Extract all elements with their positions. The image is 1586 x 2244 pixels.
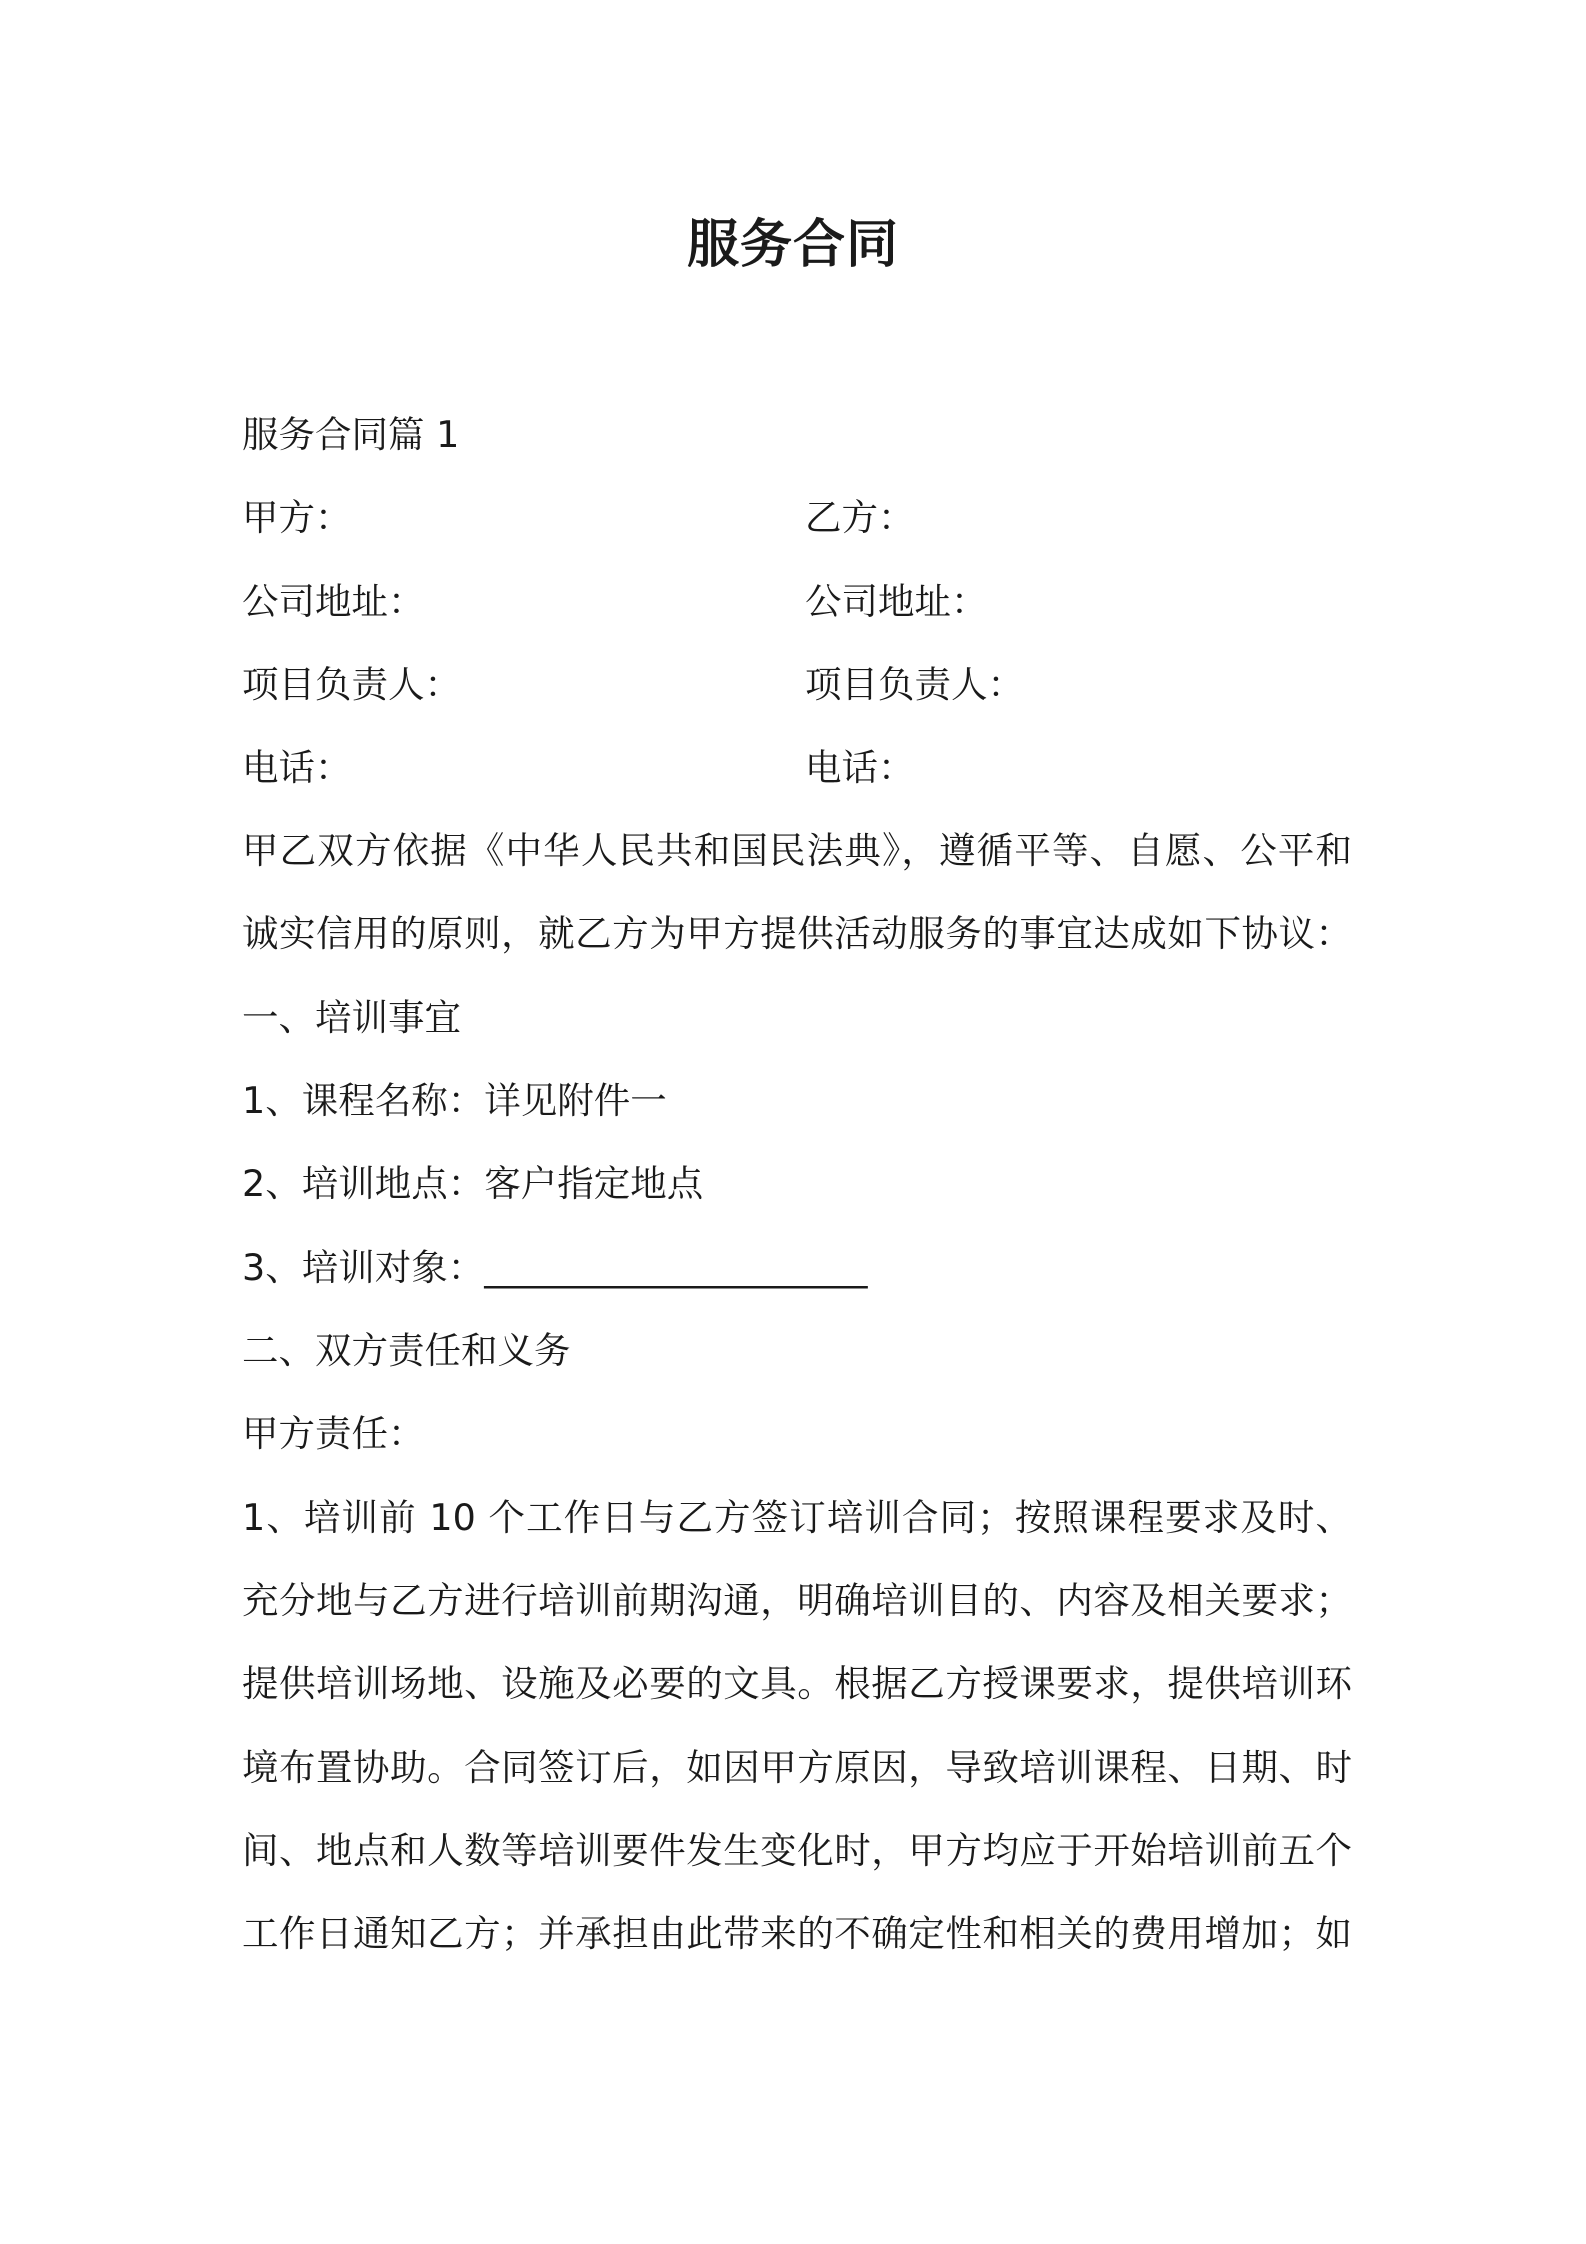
party-a-manager-label: 项目负责人：: [242, 663, 461, 706]
document-title: 服务合同: [686, 215, 899, 275]
paragraph-line-6: 工作日通知乙方；并承担由此带来的不确定性和相关的费用增加；如: [242, 1912, 1352, 1955]
intro-line-2: 诚实信用的原则，就乙方为甲方提供活动服务的事宜达成如下协议：: [242, 912, 1352, 955]
party-b-manager-label: 项目负责人：: [805, 663, 1024, 706]
section2-heading: 二、双方责任和义务: [242, 1329, 571, 1372]
paragraph-line-3: 提供培训场地、设施及必要的文具。根据乙方授课要求，提供培训环: [242, 1662, 1352, 1705]
party-a-phone-label: 电话：: [242, 746, 352, 789]
section1-item-2: 2、培训地点：客户指定地点: [242, 1162, 704, 1205]
paragraph-line-4: 境布置协助。合同签订后，如因甲方原因，导致培训课程、日期、时: [242, 1746, 1352, 1789]
paragraph-line-1: 1、培训前 10 个工作日与乙方签订培训合同；按照课程要求及时、: [242, 1496, 1352, 1539]
party-b-phone-label: 电话：: [805, 746, 915, 789]
paragraph-line-2: 充分地与乙方进行培训前期沟通，明确培训目的、内容及相关要求；: [242, 1579, 1352, 1622]
section1-item-1: 1、课程名称：详见附件一: [242, 1079, 667, 1122]
intro-line-1: 甲乙双方依据《中华人民共和国民法典》，遵循平等、自愿、公平和: [242, 829, 1352, 872]
party-b-address-label: 公司地址：: [805, 580, 988, 623]
paragraph-line-5: 间、地点和人数等培训要件发生变化时，甲方均应于开始培训前五个: [242, 1829, 1352, 1872]
section1-heading: 一、培训事宜: [242, 996, 461, 1039]
party-a-label: 甲方：: [242, 496, 352, 539]
section2-subheading: 甲方责任：: [242, 1412, 425, 1455]
section1-item-3: 3、培训对象：_____________________: [242, 1246, 868, 1289]
section-heading: 服务合同篇 1: [242, 413, 460, 456]
party-b-label: 乙方：: [805, 496, 915, 539]
party-a-address-label: 公司地址：: [242, 580, 425, 623]
